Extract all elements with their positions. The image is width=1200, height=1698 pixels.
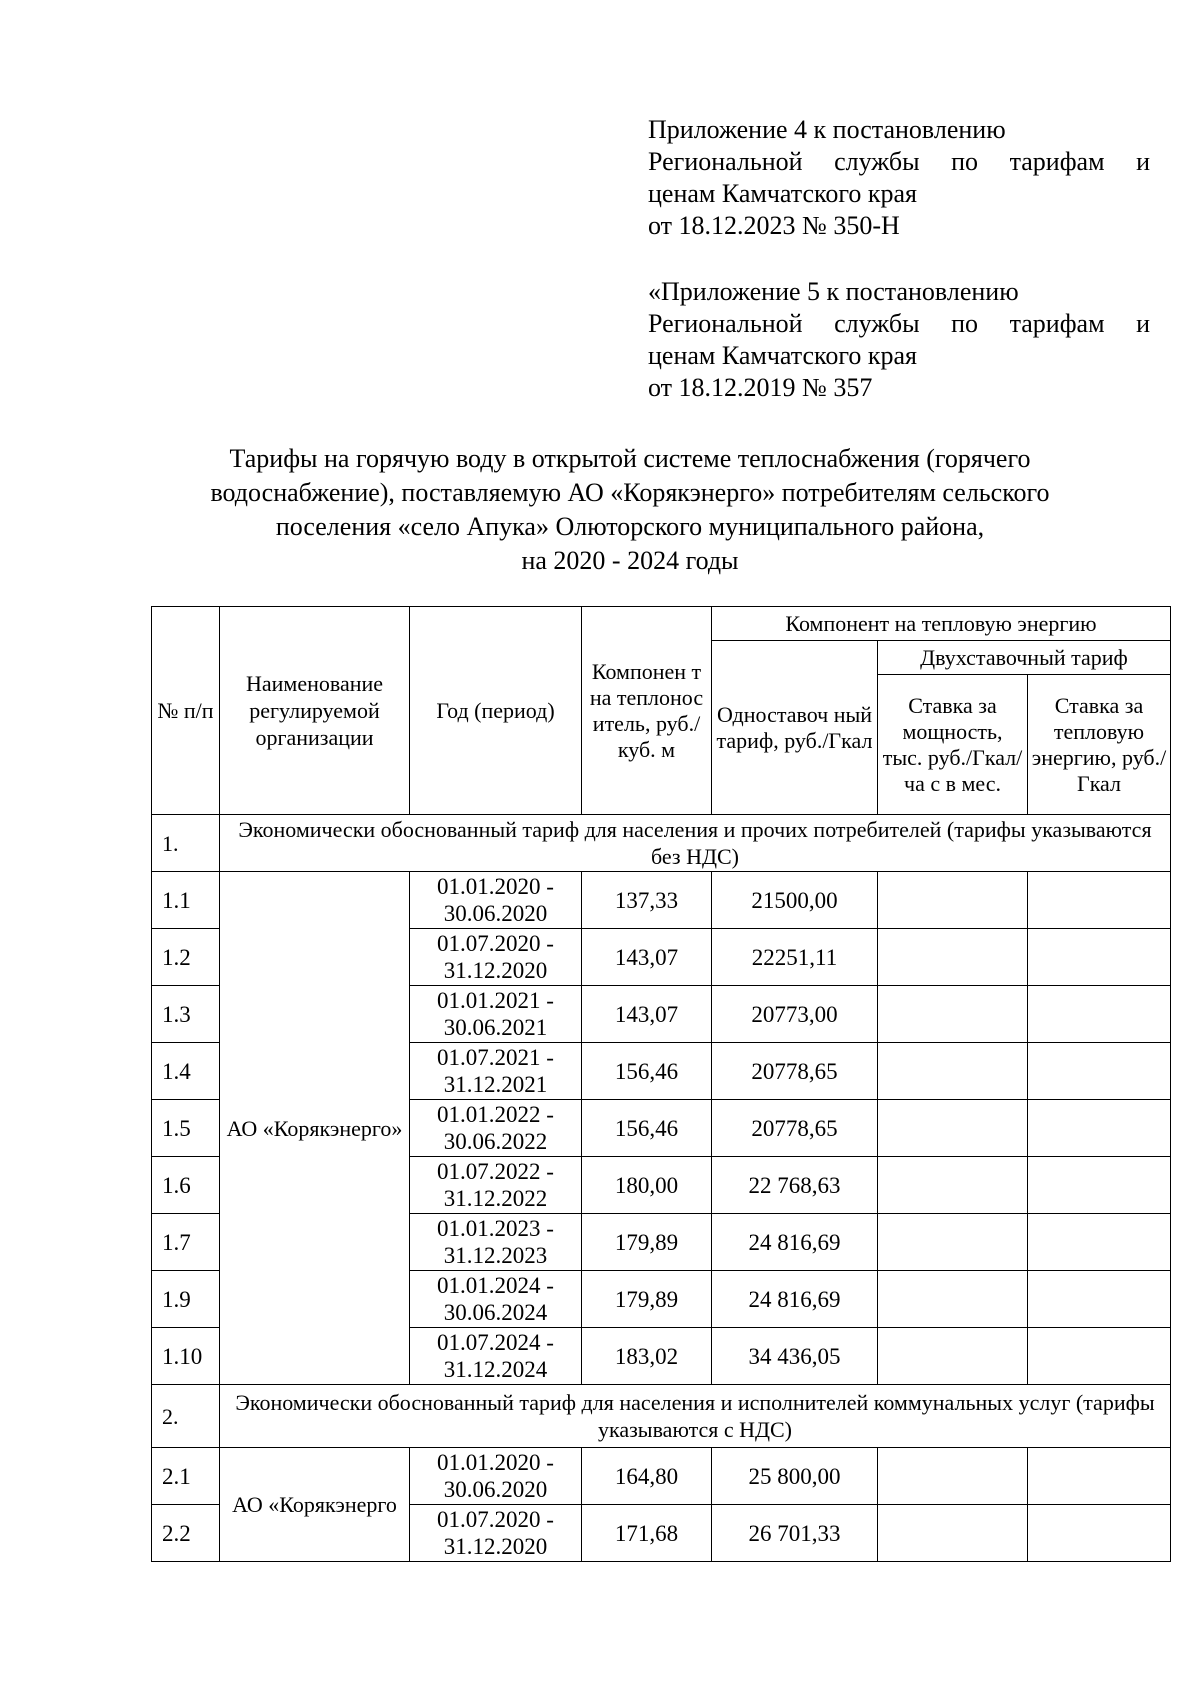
appendix-line: ценам Камчатского края (648, 341, 917, 370)
section-num: 1. (152, 815, 220, 872)
row-carrier: 143,07 (582, 986, 712, 1043)
table-row (152, 1448, 1171, 1505)
title-line: Тарифы на горячую воду в открытой системе теплоснабжения (горячего (229, 444, 1031, 473)
appendix-line: Региональной службы по тарифам и (648, 147, 1150, 176)
row-capacity-rate (878, 1043, 1028, 1100)
header-num: № п/п (152, 607, 220, 815)
row-single-rate: 21500,00 (712, 872, 878, 929)
row-single-rate: 25 800,00 (712, 1448, 878, 1505)
row-carrier: 164,80 (582, 1448, 712, 1505)
header-capacity-rate: Ставка за мощность, тыс. руб./Гкал/ча с в мес. (878, 675, 1028, 815)
row-single-rate: 24 816,69 (712, 1214, 878, 1271)
row-num: 2.2 (152, 1505, 220, 1562)
appendix-line: Региональной службы по тарифам и (648, 309, 1150, 338)
row-capacity-rate (878, 1214, 1028, 1271)
row-capacity-rate (878, 1271, 1028, 1328)
row-period: 01.07.2020 - 31.12.2020 (410, 1505, 582, 1562)
row-capacity-rate (878, 929, 1028, 986)
row-energy-rate (1028, 1505, 1171, 1562)
row-capacity-rate (878, 1157, 1028, 1214)
section-label: Экономически обоснованный тариф для населения и исполнителей коммунальных услуг (тарифы указываются с НДС) (220, 1385, 1171, 1448)
header-single-rate: Одноставоч ный тариф, руб./Гкал (712, 641, 878, 815)
row-period: 01.01.2023 - 31.12.2023 (410, 1214, 582, 1271)
row-energy-rate (1028, 929, 1171, 986)
row-energy-rate (1028, 1328, 1171, 1385)
section-label: Экономически обоснованный тариф для населения и прочих потребителей (тарифы указываются без НДС) (220, 815, 1171, 872)
row-num: 1.6 (152, 1157, 220, 1214)
org-name: АО «Корякэнерго (220, 1448, 410, 1562)
row-energy-rate (1028, 986, 1171, 1043)
header-org: Наименование регулируемой организации (220, 607, 410, 815)
row-energy-rate (1028, 872, 1171, 929)
row-single-rate: 20773,00 (712, 986, 878, 1043)
row-capacity-rate (878, 1328, 1028, 1385)
header-two-rate: Двухставочный тариф (878, 641, 1171, 675)
row-single-rate: 26 701,33 (712, 1505, 878, 1562)
row-capacity-rate (878, 872, 1028, 929)
appendix-line: ценам Камчатского края (648, 179, 917, 208)
row-num: 1.4 (152, 1043, 220, 1100)
row-num: 1.3 (152, 986, 220, 1043)
row-num: 1.5 (152, 1100, 220, 1157)
title-line: поселения «село Апука» Олюторского муниципального района, (275, 512, 985, 541)
row-period: 01.01.2020 - 30.06.2020 (410, 872, 582, 929)
section-num: 2. (152, 1385, 220, 1448)
row-capacity-rate (878, 1100, 1028, 1157)
appendix-line: от 18.12.2019 № 357 (648, 373, 873, 402)
row-single-rate: 20778,65 (712, 1043, 878, 1100)
row-carrier: 183,02 (582, 1328, 712, 1385)
row-carrier: 171,68 (582, 1505, 712, 1562)
tariff-table (151, 606, 1171, 1562)
row-single-rate: 22251,11 (712, 929, 878, 986)
appendix-line: Приложение 4 к постановлению (648, 115, 1006, 144)
row-num: 1.1 (152, 872, 220, 929)
row-period: 01.01.2024 - 30.06.2024 (410, 1271, 582, 1328)
row-carrier: 156,46 (582, 1100, 712, 1157)
org-name: АО «Корякэнерго» (220, 872, 410, 1385)
row-carrier: 180,00 (582, 1157, 712, 1214)
section-row (152, 815, 1171, 872)
appendix-line: от 18.12.2023 № 350-Н (648, 211, 900, 240)
row-capacity-rate (878, 1505, 1028, 1562)
row-carrier: 179,89 (582, 1214, 712, 1271)
row-capacity-rate (878, 1448, 1028, 1505)
header-heat-component: Компонент на тепловую энергию (712, 607, 1171, 641)
row-capacity-rate (878, 986, 1028, 1043)
document-title (150, 442, 1110, 578)
row-period: 01.01.2020 - 30.06.2020 (410, 1448, 582, 1505)
row-period: 01.07.2020 - 31.12.2020 (410, 929, 582, 986)
table-row (152, 872, 1171, 929)
row-single-rate: 24 816,69 (712, 1271, 878, 1328)
row-energy-rate (1028, 1157, 1171, 1214)
row-carrier: 143,07 (582, 929, 712, 986)
row-single-rate: 34 436,05 (712, 1328, 878, 1385)
row-energy-rate (1028, 1448, 1171, 1505)
title-line: на 2020 - 2024 годы (521, 546, 739, 575)
header-period: Год (период) (410, 607, 582, 815)
row-energy-rate (1028, 1100, 1171, 1157)
row-period: 01.07.2024 - 31.12.2024 (410, 1328, 582, 1385)
header-carrier: Компонен т на теплонос итель, руб./куб. м (582, 607, 712, 815)
row-carrier: 156,46 (582, 1043, 712, 1100)
row-num: 1.10 (152, 1328, 220, 1385)
row-energy-rate (1028, 1214, 1171, 1271)
appendix-line: «Приложение 5 к постановлению (648, 277, 1019, 306)
row-period: 01.07.2021 - 31.12.2021 (410, 1043, 582, 1100)
row-num: 1.7 (152, 1214, 220, 1271)
row-carrier: 137,33 (582, 872, 712, 929)
row-num: 1.9 (152, 1271, 220, 1328)
row-carrier: 179,89 (582, 1271, 712, 1328)
row-period: 01.01.2022 - 30.06.2022 (410, 1100, 582, 1157)
title-line: водоснабжение), поставляемую АО «Корякэнерго» потребителям сельского (210, 478, 1050, 507)
row-num: 2.1 (152, 1448, 220, 1505)
section-row (152, 1385, 1171, 1448)
row-period: 01.07.2022 - 31.12.2022 (410, 1157, 582, 1214)
row-single-rate: 20778,65 (712, 1100, 878, 1157)
row-single-rate: 22 768,63 (712, 1157, 878, 1214)
appendix-original-reference (648, 276, 1150, 404)
row-num: 1.2 (152, 929, 220, 986)
appendix-current-reference (648, 114, 1150, 242)
row-period: 01.01.2021 - 30.06.2021 (410, 986, 582, 1043)
row-energy-rate (1028, 1043, 1171, 1100)
header-energy-rate: Ставка за тепловую энергию, руб./Гкал (1028, 675, 1171, 815)
row-energy-rate (1028, 1271, 1171, 1328)
